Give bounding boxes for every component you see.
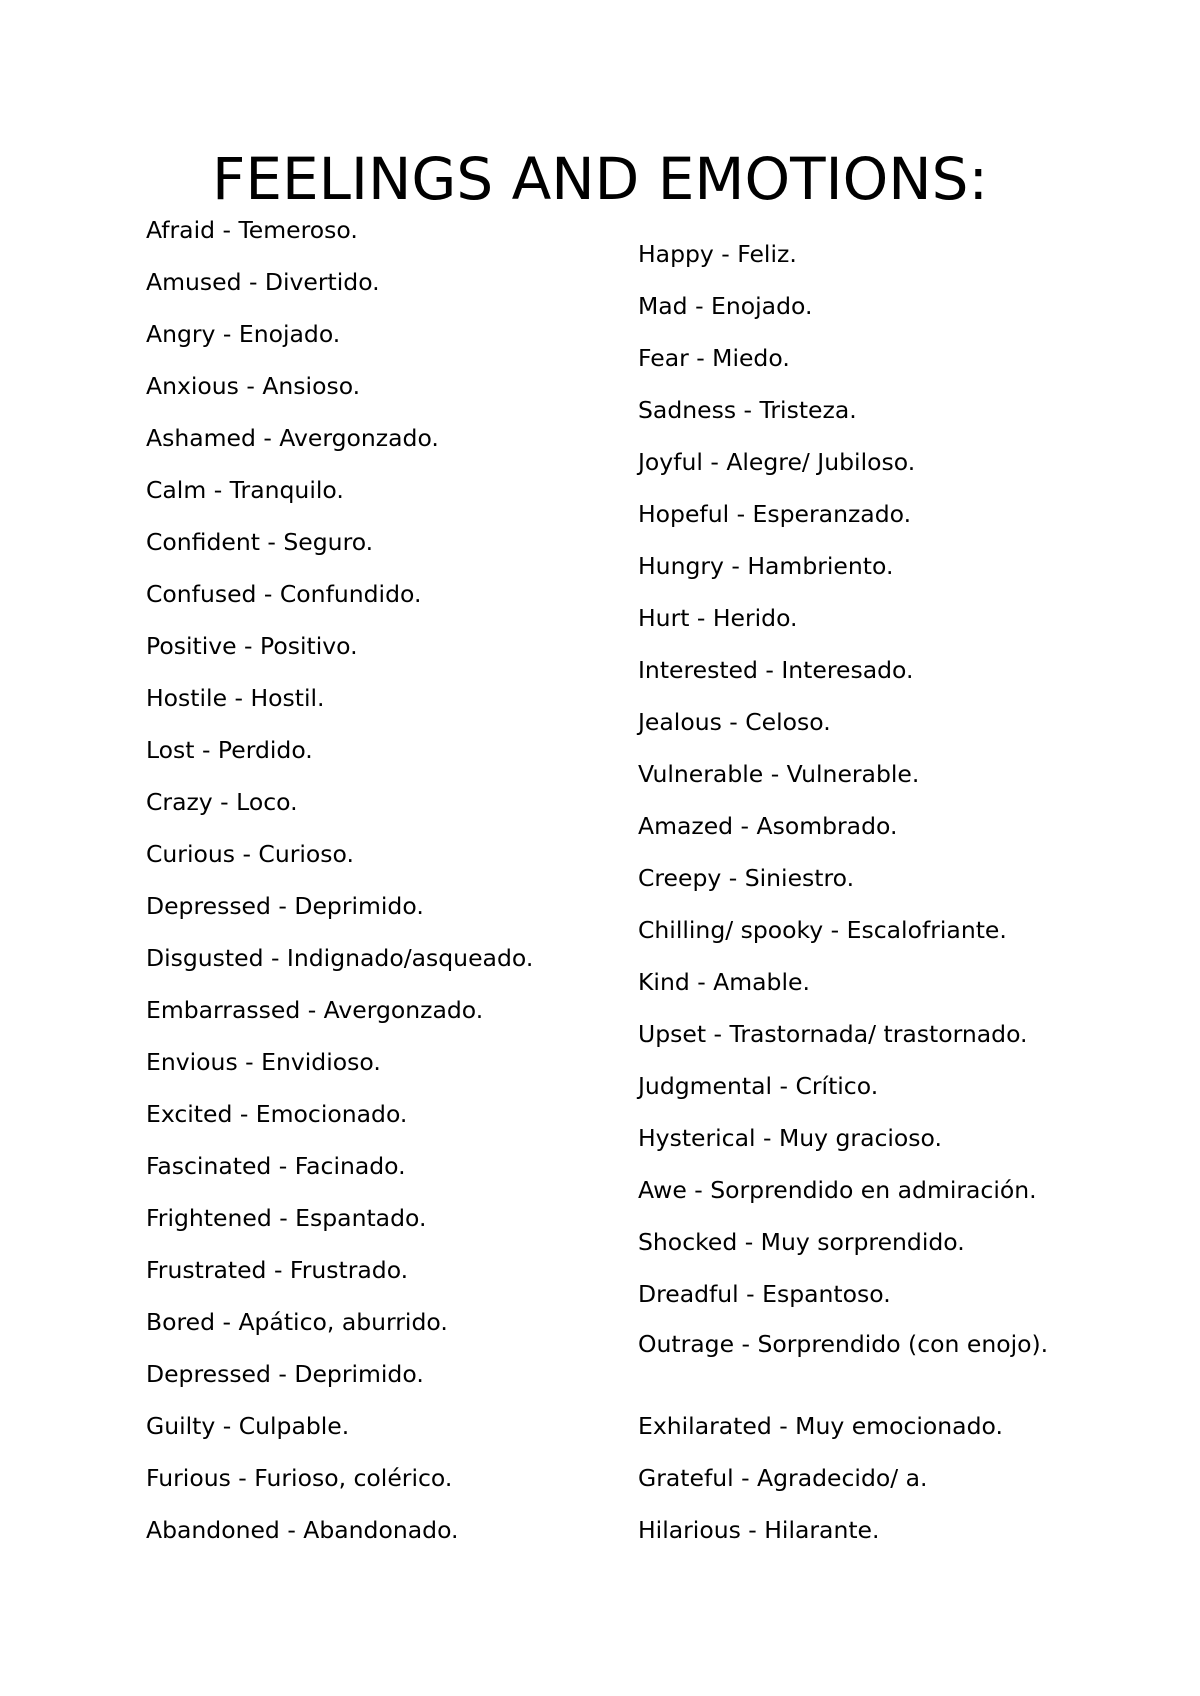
list-item: Upset - Trastornada/ trastornado. [638,1020,1028,1048]
list-item: Hungry - Hambriento. [638,552,894,580]
page-title: FEELINGS AND EMOTIONS: [211,145,989,213]
right-column-list [638,238,1078,1566]
list-item: Outrage - Sorprendido (con enojo). [638,1330,1049,1358]
list-item: Dreadful - Espantoso. [638,1280,891,1308]
list-item: Hysterical - Muy gracioso. [638,1124,942,1152]
list-item: Ashamed - Avergonzado. [146,424,439,452]
list-item: Afraid - Temeroso. [146,216,358,244]
list-item: Grateful - Agradecido/ a. [638,1464,928,1492]
list-item: Anxious - Ansioso. [146,372,361,400]
list-item: Crazy - Loco. [146,788,298,816]
list-item: Frustrated - Frustrado. [146,1256,409,1284]
list-item: Awe - Sorprendido en admiración. [638,1176,1037,1204]
list-item: Abandoned - Abandonado. [146,1516,459,1544]
list-item: Frightened - Espantado. [146,1204,427,1232]
list-item: Guilty - Culpable. [146,1412,350,1440]
list-item: Interested - Interesado. [638,656,914,684]
list-item: Bored - Apático, aburrido. [146,1308,448,1336]
list-item: Exhilarated - Muy emocionado. [638,1412,1003,1440]
list-item: Excited - Emocionado. [146,1100,408,1128]
list-item: Curious - Curioso. [146,840,354,868]
list-item: Hilarious - Hilarante. [638,1516,880,1544]
list-item: Confused - Confundido. [146,580,422,608]
list-item: Confident - Seguro. [146,528,374,556]
list-item: Kind - Amable. [638,968,810,996]
list-item: Amused - Divertido. [146,268,380,296]
list-item: Amazed - Asombrado. [638,812,898,840]
list-item: Judgmental - Crítico. [638,1072,879,1100]
list-item: Joyful - Alegre/ Jubiloso. [638,448,916,476]
list-item: Depressed - Deprimido. [146,892,424,920]
list-item: Vulnerable - Vulnerable. [638,760,920,788]
list-item: Positive - Positivo. [146,632,358,660]
list-item: Hopeful - Esperanzado. [638,500,912,528]
list-item: Disgusted - Indignado/asqueado. [146,944,534,972]
list-item: Happy - Feliz. [638,240,797,268]
list-item: Angry - Enojado. [146,320,341,348]
list-item: Shocked - Muy sorprendido. [638,1228,965,1256]
list-item: Lost - Perdido. [146,736,313,764]
list-item: Furious - Furioso, colérico. [146,1464,453,1492]
list-item: Envious - Envidioso. [146,1048,381,1076]
list-item: Depressed - Deprimido. [146,1360,424,1388]
list-item: Fear - Miedo. [638,344,790,372]
left-column-list [146,214,616,1566]
list-item: Jealous - Celoso. [638,708,831,736]
list-item: Hurt - Herido. [638,604,798,632]
list-item: Sadness - Tristeza. [638,396,857,424]
list-item: Calm - Tranquilo. [146,476,344,504]
list-item: Mad - Enojado. [638,292,813,320]
list-item: Chilling/ spooky - Escalofriante. [638,916,1007,944]
list-item: Creepy - Siniestro. [638,864,855,892]
list-item: Embarrassed - Avergonzado. [146,996,484,1024]
list-item: Hostile - Hostil. [146,684,325,712]
list-item: Fascinated - Facinado. [146,1152,406,1180]
